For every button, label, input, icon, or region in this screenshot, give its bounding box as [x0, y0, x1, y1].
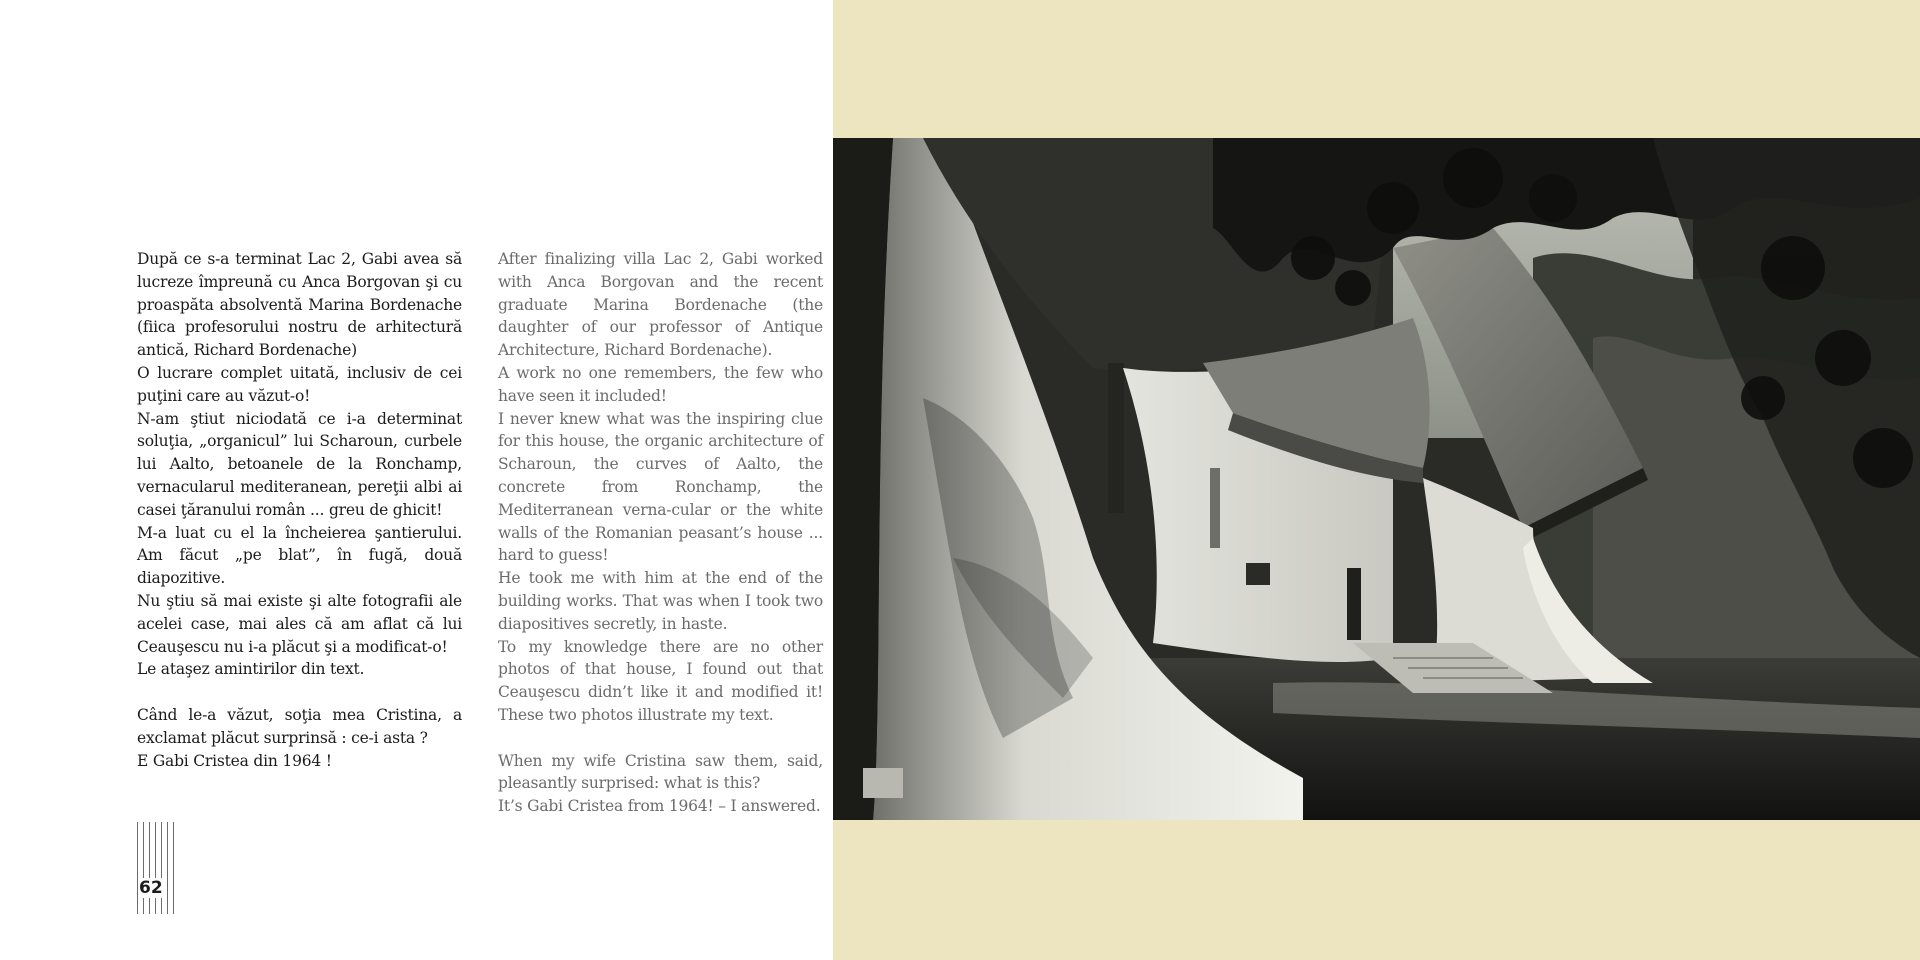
- page-number: 62: [139, 878, 163, 898]
- romanian-paragraph: O lucrare complet uitată, inclusiv de cei puţini care au văzut-o!: [137, 363, 462, 405]
- marker-line: [149, 822, 150, 914]
- romanian-paragraph: Le ataşez amintirilor din text.: [137, 660, 365, 679]
- marker-line: [173, 822, 174, 914]
- english-paragraph: It’s Gabi Cristea from 1964! – I answered.: [498, 797, 821, 816]
- marker-line: [137, 822, 138, 914]
- romanian-paragraph: După ce s-a terminat Lac 2, Gabi avea să lucreze împreună cu Anca Borgovan şi cu proaspăta absolventă Marina Bordenache (fiica profesorului nostru de arhitectură antică, Richard Bordenache): [137, 250, 462, 360]
- romanian-paragraph: Nu ştiu să mai existe şi alte fotografii ale acelei case, mai ales că am aflat că lui Ceauşescu nu i-a plăcut şi a modificat-o!: [137, 591, 462, 656]
- romanian-paragraph: N-am ştiut niciodată ce i-a determinat soluţia, „organicul” lui Scharoun, curbele lui Aalto, betoanele de la Ronchamp, vernacularul mediteranean, pereţii albi ai casei ţăranului român ... greu de ghicit!: [137, 409, 462, 519]
- marker-line: [143, 822, 144, 914]
- page-number-marker: [137, 822, 175, 914]
- english-text-column: [498, 248, 823, 818]
- english-paragraph: He took me with him at the end of the building works. That was when I took two diapositives secretly, in haste.: [498, 569, 823, 633]
- house-photograph: [833, 138, 1920, 820]
- marker-line: [155, 822, 156, 914]
- english-paragraph: I never knew what was the inspiring clue for this house, the organic architecture of Scharoun, the curves of Aalto, the concrete from Ronchamp, the Mediterranean verna-cular or the white walls of the Romanian peasant’s house ... hard to guess!: [498, 409, 823, 565]
- romanian-paragraph: E Gabi Cristea din 1964 !: [137, 751, 332, 770]
- marker-line: [167, 822, 168, 914]
- romanian-paragraph: M-a luat cu el la încheierea şantierului. Am făcut „pe blat”, în fugă, două diapozitive.: [137, 523, 462, 588]
- marker-line: [161, 822, 162, 914]
- english-paragraph: To my knowledge there are no other photos of that house, I found out that Ceauşescu didn’t like it and modified it! These two photos illustrate my text.: [498, 637, 823, 724]
- english-paragraph: After finalizing villa Lac 2, Gabi worked with Anca Borgovan and the recent graduate Marina Bordenache (the daughter of our professor of Antique Architecture, Richard Bordenache).: [498, 250, 823, 360]
- romanian-text-column: [137, 248, 462, 772]
- left-page: [0, 0, 833, 960]
- english-paragraph: When my wife Cristina saw them, said, pleasantly surprised: what is this?: [498, 751, 823, 793]
- romanian-paragraph: Când le-a văzut, soţia mea Cristina, a exclamat plăcut surprinsă : ce-i asta ?: [137, 705, 462, 747]
- english-paragraph: A work no one remembers, the few who have seen it included!: [498, 363, 823, 405]
